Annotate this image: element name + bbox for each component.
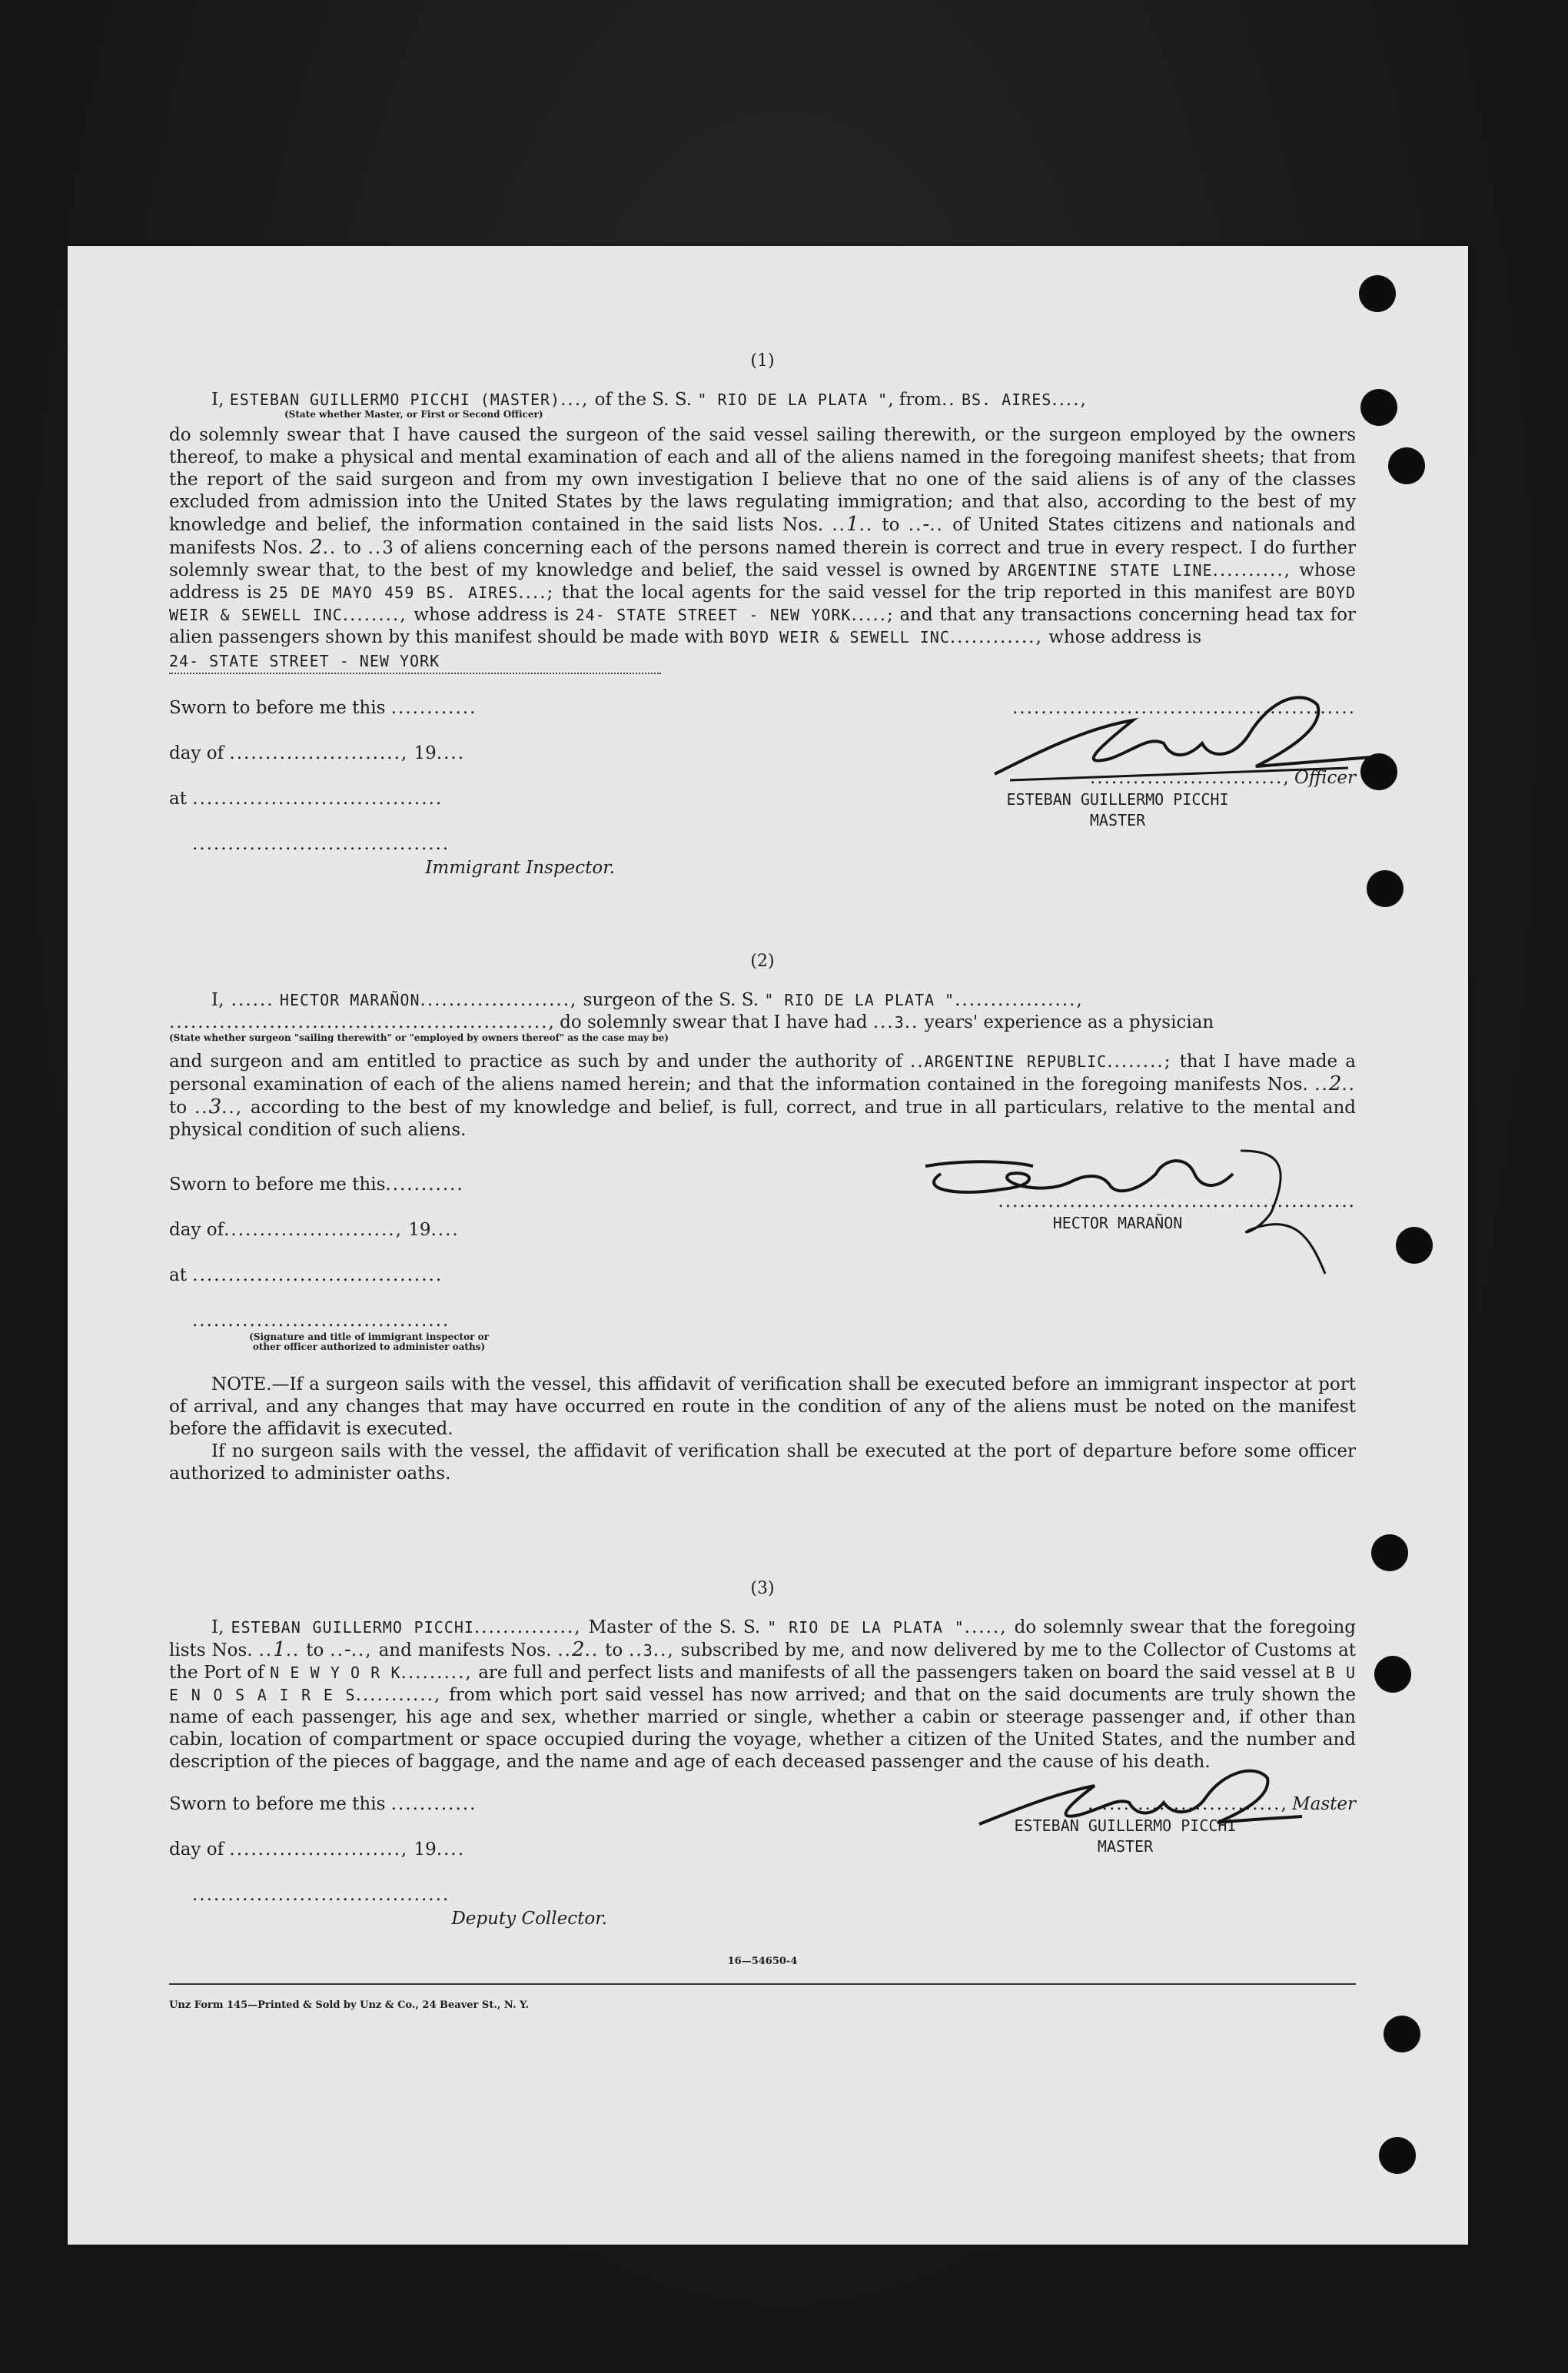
surgeon-manifests-from: 2 — [1328, 1072, 1342, 1095]
local-agent: BOYD WEIR & SEWELL INC — [169, 583, 1357, 624]
vessel-owner: ARGENTINE STATE LINE — [1007, 561, 1213, 580]
inspector-block: Sworn to before me this ............ day of ........................, 19.... at ................................... .................................... Immigrant Inspector. — [169, 697, 630, 879]
agent-address: 24- STATE STREET - NEW YORK — [575, 606, 852, 624]
vessel-name: " RIO DE LA PLATA " — [697, 391, 889, 409]
surgeon-affidavit — [169, 950, 1356, 1485]
lists-to-3: - — [344, 1638, 351, 1661]
punch-hole — [1379, 2137, 1416, 2174]
manifest-page — [68, 246, 1468, 2245]
lists-from-3: 1 — [273, 1638, 286, 1661]
punch-hole — [1396, 1227, 1433, 1264]
punch-hole — [1360, 389, 1397, 426]
punch-hole — [1374, 1656, 1411, 1693]
lists-to: - — [922, 513, 930, 536]
master-oath: do solemnly swear that I have caused the surgeon of the said vessel sailing therewith, or the surgeon employed by the owners thereof, to make a physical and mental examination of each and all of the aliens named in the foregoing manifest sheets; that from the report of the said surgeon and from my own investigation I believe that no one of the said aliens is of any of the classes excluded from admission into the United States by the laws regulating immigration; and that also, according to the best of my knowledge and belief, the information contained in the said lists Nos. ..1.. to ..-.. of United States citizens and nationals and manifests Nos. 2.. to ..3 of aliens concerning each of the persons named therein is correct and true in every respect. I do further solemnly swear that, to the best of my knowledge and belief, the said vessel is owned by ARGENTINE STATE LINE.........., whose address is 25 DE MAYO 459 BS. AIRES....; that the local agents for the said vessel for the trip reported in this manifest are BOYD WEIR & SEWELL INC........, whose address is 24- STATE STREET - NEW YORK.....; and that any transactions concerning head tax for alien passengers shown by this manifest should be made with BOYD WEIR & SEWELL INC............, whose address is — [169, 425, 1357, 647]
section-number: (1) — [750, 351, 775, 371]
inspector-label: Immigrant Inspector. — [425, 858, 615, 878]
printer-footer: Unz Form 145—Printed & Sold by Unz & Co., 24 Beaver St., N. Y. — [169, 1999, 530, 2011]
surgeon-signature-block: .................................................. HECTOR MARAÑON — [864, 1174, 1356, 1234]
master-printed-name-3: ESTEBAN GUILLERMO PICCHI — [1014, 1816, 1237, 1835]
master-caption: (State whether Master, or First or Second Officer) — [284, 409, 543, 420]
authority: ARGENTINE REPUBLIC — [924, 1052, 1108, 1071]
collector-block: Sworn to before me this ............ day of ........................, 19.... .................................... Deputy Collector. — [169, 1793, 630, 1930]
master-printed-title: MASTER — [1089, 811, 1146, 829]
surgeon-line: I, ...... HECTOR MARAÑON....................., surgeon of the S. S. " RIO DE LA PLATA "................., — [211, 990, 1084, 1010]
master-affidavit — [169, 350, 1356, 879]
surgeon-name: HECTOR MARAÑON — [279, 991, 420, 1009]
surgeon-note: NOTE.—If a surgeon sails with the vessel, this affidavit of verification shall be executed before an immigrant inspector at port of arrival, and any changes that may have occurred en route in the condition of any of the aliens must be noted on the manifest before the affidavit is executed. — [169, 1374, 1356, 1439]
section-number: (2) — [750, 952, 775, 971]
manifests-from-3: 2 — [571, 1638, 585, 1661]
surgeon-manifests-to: 3 — [208, 1095, 222, 1118]
form-number: 16—54650-4 — [727, 1956, 798, 1967]
oath-officer-caption: (Signature and title of immigrant inspector or other officer authorized to administer oaths) — [249, 1331, 489, 1352]
departure-port-3: B U E N O S A I R E S — [169, 1663, 1357, 1704]
manifests-from: 2 — [310, 536, 323, 559]
master-printed-name: ESTEBAN GUILLERMO PICCHI — [1006, 790, 1229, 809]
no-surgeon-note: If no surgeon sails with the vessel, the affidavit of verification shall be executed at the port of departure before some officer authorized to administer oaths. — [169, 1441, 1356, 1484]
punch-hole — [1388, 447, 1425, 484]
master-signature-icon — [979, 682, 1379, 797]
punch-hole — [1359, 275, 1396, 312]
master-name: ESTEBAN GUILLERMO PICCHI (MASTER) — [229, 391, 561, 409]
vessel-name-3: " RIO DE LA PLATA " — [767, 1618, 965, 1637]
document-body — [169, 350, 1356, 2016]
surgeon-signature-icon — [910, 1143, 1356, 1281]
surgeon-vessel: " RIO DE LA PLATA " — [764, 991, 955, 1009]
surgeon-experience: ....................................................., do solemnly swear that I have had ...3.. years' experience as a physician — [169, 1012, 1214, 1032]
surgeon-printed-name: HECTOR MARAÑON — [1052, 1214, 1183, 1232]
surgeon-inspector-block: Sworn to before me this........... day of........................, 19.... at ................................... .................................... (Signature and title of immigrant inspector or other officer authorized to administer oaths) — [169, 1174, 630, 1352]
master-signature-block: ................................................ ..........................., Officer ESTEBAN GUILLERMO PICCHI MASTER — [864, 697, 1356, 831]
punch-hole — [1371, 1534, 1408, 1571]
years-experience: 3 — [894, 1013, 905, 1032]
manifests-to: 3 — [382, 538, 394, 558]
punch-hole — [1367, 870, 1404, 907]
arrival-port: N E W Y O R K — [270, 1663, 401, 1682]
tax-agent-address: 24- STATE STREET - NEW YORK — [169, 650, 661, 674]
tax-agent: BOYD WEIR & SEWELL INC — [729, 628, 950, 646]
collector-label: Deputy Collector. — [451, 1909, 607, 1929]
section-number: (3) — [750, 1579, 775, 1598]
footer-rule — [169, 1983, 1356, 1985]
surgeon-caption: (State whether surgeon "sailing therewith" or "employed by owners thereof" as the case may be) — [169, 1032, 669, 1043]
master-signature-icon — [972, 1755, 1310, 1840]
master-line: I, ESTEBAN GUILLERMO PICCHI (MASTER)..., of the S. S. " RIO DE LA PLATA ", from.. BS. AIRES...., — [211, 390, 1088, 410]
master-delivery-affidavit — [169, 1577, 1356, 2016]
lists-from: 1 — [845, 513, 859, 536]
master-printed-title-3: MASTER — [1097, 1837, 1154, 1856]
manifests-to-3: 3 — [643, 1641, 653, 1660]
surgeon-oath: and surgeon and am entitled to practice as such by and under the authority of ..ARGENTINE REPUBLIC........; that I have made a personal examination of each of the aliens named herein; and that the information contained in the foregoing manifests Nos. ..2.. to ..3.., according to the best of my knowledge and belief, is full, correct, and true in all particulars, relative to the mental and physical condition of such aliens. — [169, 1052, 1357, 1140]
owner-address: 25 DE MAYO 459 BS. AIRES — [268, 583, 519, 602]
departure-port: BS. AIRES — [961, 391, 1052, 409]
punch-hole — [1384, 2016, 1420, 2052]
delivery-oath: I, ESTEBAN GUILLERMO PICCHI.............., Master of the S. S. " RIO DE LA PLATA "....., do solemnly swear that the foregoing lists Nos. ..1.. to ..-.., and manifests Nos. ..2.. to ..3.., subscribed by me, and now delivered by me to the Collector of Customs at the Port of N E W Y O R K........., are full and perfect lists and manifests of all the passengers taken on board the said vessel at B U E N O S A I R E S..........., from which port said vessel has now arrived; and that on the said documents are truly shown the name of each passenger, his age and sex, whether married or single, whether a cabin or steerage passenger and, if other than cabin, location of compartment or space occupied during the voyage, whether a citizen of the United States, and the number and description of the pieces of baggage, and the name and age of each deceased passenger and the cause of his death. — [169, 1617, 1357, 1772]
master-name-3: ESTEBAN GUILLERMO PICCHI — [231, 1618, 474, 1637]
master-signature-block-3: ..........................., Master ESTEBAN GUILLERMO PICCHI MASTER — [864, 1793, 1356, 1857]
